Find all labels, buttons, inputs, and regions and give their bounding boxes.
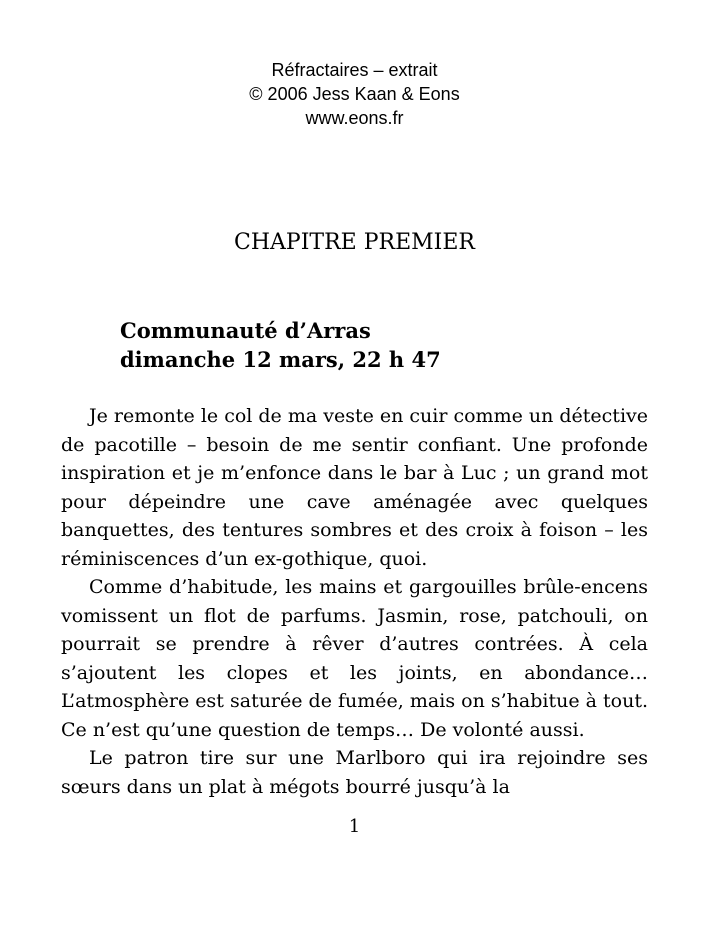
paragraph: Comme d’habitude, les mains et gargouilles brûle-encens vomissent un flot de parfums. Jasmin, rose, patchouli, on pourrait se prendre à rêver d’autres contrées. À cela s’ajoutent les clopes et les joints, en abondance… L’atmosphère est saturée de fumée, mais on s’habitue à tout. Ce n’est qu’une question de temps… De volonté aussi. <box>61 576 648 741</box>
body-text <box>61 402 648 801</box>
page-number: 1 <box>348 816 361 837</box>
paragraph: Je remonte le col de ma veste en cuir comme un détective de pacotille – besoin de me sentir confiant. Une profonde inspiration et je m’enfonce dans le bar à Luc ; un grand mot pour dépeindre une cave aménagée avec quelques banquettes, des tentures sombres et des croix à foison – les réminiscences d’un ex-gothique, quoi. <box>61 405 648 570</box>
paragraph: Le patron tire sur une Marlboro qui ira rejoindre ses sœurs dans un plat à mégots bourré jusqu’à la <box>61 747 648 798</box>
section-heading-location: Communauté d’Arras <box>120 318 371 343</box>
document-header <box>61 58 648 130</box>
section-heading-datetime: dimanche 12 mars, 22 h 47 <box>120 347 441 372</box>
section-heading <box>120 316 648 374</box>
header-title: Réfractaires – extrait <box>271 60 438 80</box>
chapter-title: CHAPITRE PREMIER <box>234 230 475 255</box>
header-copyright: © 2006 Jess Kaan & Eons <box>249 84 460 104</box>
header-website: www.eons.fr <box>305 108 404 128</box>
